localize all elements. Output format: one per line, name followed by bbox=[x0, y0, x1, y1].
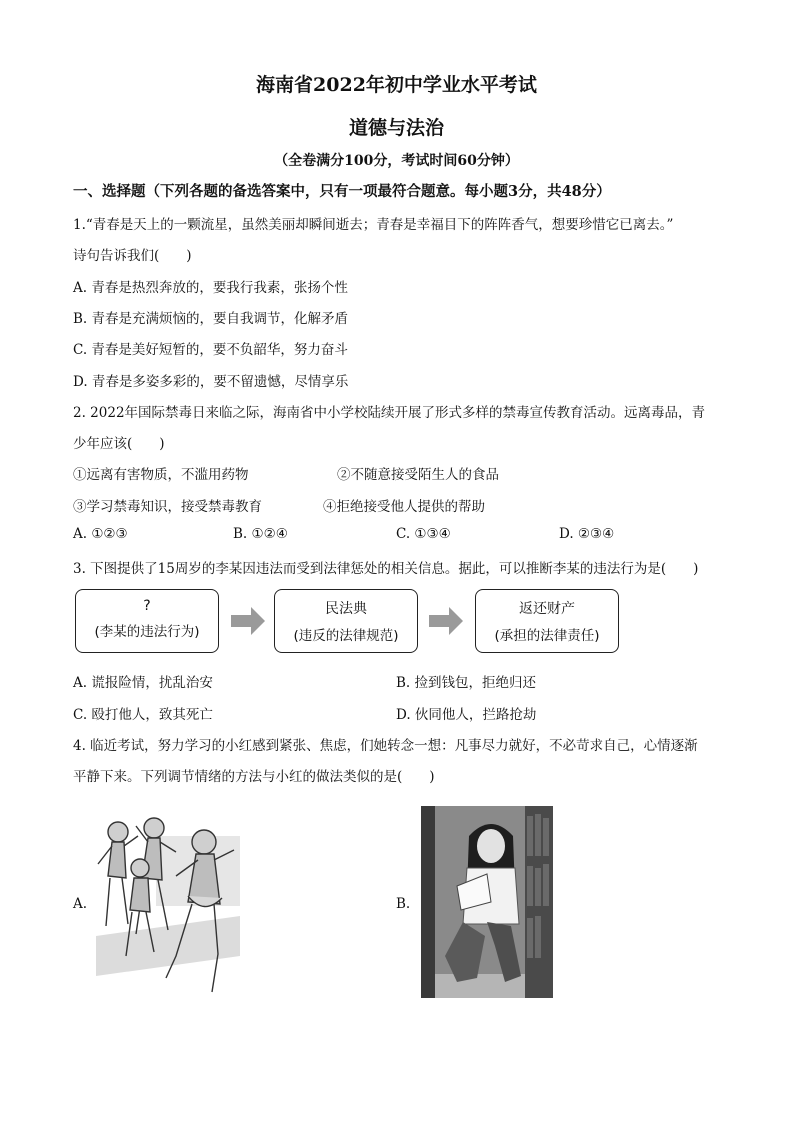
flow-box-law bbox=[274, 589, 418, 653]
q3-stem: 3. 下图提供了15周岁的李某因违法而受到法律惩处的相关信息。据此，可以推断李某的违法行为是( ) bbox=[73, 561, 699, 577]
q4-stem-line2: 平静下来。下列调节情绪的方法与小红的做法类似的是( ) bbox=[73, 769, 435, 785]
q4-option-a-label: A. bbox=[73, 896, 88, 912]
q2-option-d: D. ②③④ bbox=[559, 526, 615, 542]
q2-option-a: A. ①②③ bbox=[73, 526, 128, 542]
arrow-right-icon bbox=[429, 607, 463, 635]
q4-option-b-label: B. bbox=[396, 896, 411, 912]
flow-box-law-caption: (违反的法律规范) bbox=[293, 628, 399, 644]
q1-option-d: D. 青春是多姿多彩的，要不留遗憾，尽情享乐 bbox=[73, 374, 349, 390]
q2-stem-line1: 2. 2022年国际禁毒日来临之际，海南省中小学校陆续开展了形式多样的禁毒宣传教育活动。远离毒品，青 bbox=[73, 405, 706, 421]
exam-title: 海南省2022年初中学业水平考试 bbox=[256, 74, 537, 96]
q3-option-c: C. 殴打他人，致其死亡 bbox=[73, 707, 213, 723]
girl-reading-photo bbox=[421, 806, 553, 998]
section-heading: 一、选择题（下列各题的备选答案中，只有一项最符合题意。每小题3分，共48分） bbox=[73, 183, 611, 200]
dancing-girls-illustration bbox=[96, 806, 240, 1000]
flow-box-law-main: 民法典 bbox=[325, 601, 367, 617]
arrow-right-icon bbox=[231, 607, 265, 635]
q2-statement-2: ②不随意接受陌生人的食品 bbox=[337, 467, 499, 483]
q1-option-a: A. 青春是热烈奔放的，要我行我素，张扬个性 bbox=[73, 280, 348, 296]
flow-box-liability bbox=[475, 589, 619, 653]
subject-title: 道德与法治 bbox=[348, 117, 444, 139]
q2-statement-3: ③学习禁毒知识，接受禁毒教育 bbox=[73, 499, 262, 515]
q3-option-d: D. 伙同他人，拦路抢劫 bbox=[396, 707, 537, 723]
q2-option-c: C. ①③④ bbox=[396, 526, 451, 542]
q2-statement-4: ④拒绝接受他人提供的帮助 bbox=[323, 499, 485, 515]
flow-box-liability-main: 返还财产 bbox=[519, 601, 575, 617]
q1-option-c: C. 青春是美好短暂的，要不负韶华，努力奋斗 bbox=[73, 342, 348, 358]
q4-stem-line1: 4. 临近考试，努力学习的小红感到紧张、焦虑，们她转念一想：凡事尽力就好，不必苛求自己，心情逐渐 bbox=[73, 738, 698, 754]
exam-note: （全卷满分100分，考试时间60分钟） bbox=[274, 153, 519, 169]
q2-option-b: B. ①②④ bbox=[233, 526, 288, 542]
flow-box-violation bbox=[75, 589, 219, 653]
q1-stem-line1: 1.“青春是天上的一颗流星，虽然美丽却瞬间逝去；青春是幸福目下的阵阵香气，想要珍惜它已离去。” bbox=[73, 217, 674, 233]
q3-option-a: A. 谎报险情，扰乱治安 bbox=[73, 675, 213, 691]
flow-box-violation-caption: (李某的违法行为) bbox=[94, 624, 200, 640]
q3-option-b: B. 捡到钱包，拒绝归还 bbox=[396, 675, 537, 691]
q2-statement-1: ①远离有害物质，不滥用药物 bbox=[73, 467, 249, 483]
flow-box-liability-caption: (承担的法律责任) bbox=[494, 628, 600, 644]
flow-box-violation-main: ? bbox=[143, 598, 151, 614]
q2-stem-line2: 少年应该( ) bbox=[73, 436, 165, 452]
q1-option-b: B. 青春是充满烦恼的，要自我调节，化解矛盾 bbox=[73, 311, 349, 327]
q1-stem-line2: 诗句告诉我们( ) bbox=[73, 248, 192, 264]
